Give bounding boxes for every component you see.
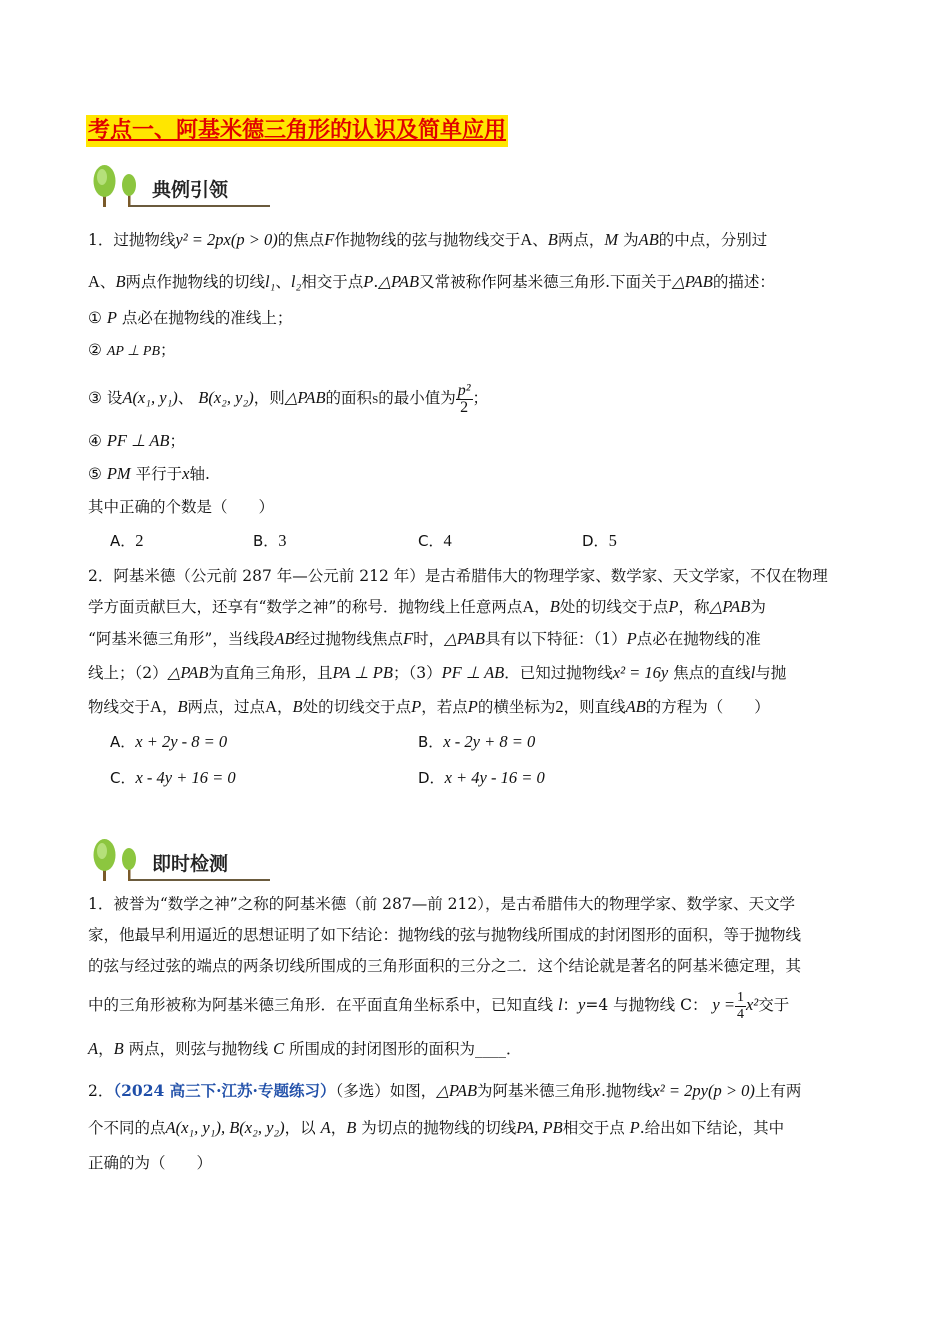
q1-statement-3: ③ 设A(x₁, y₁)、 B(x₂, y₂)，则△PAB的面积S的最小值为 $\frac{\text{p²}}{2}$ ；: [88, 381, 489, 416]
q3-line4: 中的三角形被称为阿基米德三角形．在平面直角坐标系中，已知直线 l：y=4 与抛物线 C： y = $\frac{1}{4}$ x²交于: [88, 989, 790, 1022]
q2-option-d[interactable]: D．x + 4y - 16 = 0: [418, 768, 545, 787]
q4-line3: 正确的为（ ）: [88, 1154, 213, 1172]
q3-line3: 的弦与经过弦的端点的两条切线所围成的三角形面积的三分之二．这个结论就是著名的阿基米德定理，其: [88, 957, 802, 975]
q3-line2: 家，他最早利用逼近的思想证明了如下结论：抛物线的弦与抛物线所围成的封闭图形的面积，等于抛物线: [88, 926, 802, 944]
q1-option-b[interactable]: B．3: [253, 531, 287, 550]
banner-title: 典例引领: [152, 179, 229, 201]
tree-icon: [90, 837, 150, 883]
q2-line1: 2．阿基米德（公元前 287 年—公元前 212 年）是古希腊伟大的物理学家、数学家、天文学家，不仅在物理: [88, 567, 828, 585]
q1-statement-4: ④ PF ⊥ AB；: [88, 431, 185, 450]
q2-line4: 线上；（2）△PAB为直角三角形，且PA ⊥ PB；（3）PF ⊥ AB．已知过抛物线x² = 16y 焦点的直线l与抛: [88, 663, 787, 682]
fraction: $\frac{1}{4}$: [736, 989, 744, 1022]
banner-example: [90, 163, 270, 209]
q1-statement-1: ① P 点必在抛物线的准线上；: [88, 308, 293, 327]
q1-line2: A、B两点作抛物线的切线l₁、l₂相交于点P.△PAB又常被称作阿基米德三角形.下面关于△PAB的描述：: [88, 272, 775, 291]
q2-option-b[interactable]: B．x - 2y + 8 = 0: [418, 732, 536, 751]
q1-statement-2: ② AP ⊥ PB；: [88, 341, 176, 359]
banner-divider: [130, 879, 270, 881]
source-link[interactable]: （2024 高三下·江苏·专题练习）: [113, 1081, 336, 1100]
q4-line1: 2．（2024 高三下·江苏·专题练习）（多选）如图，△PAB为阿基米德三角形.抛物线x² = 2py(p > 0)上有两: [88, 1081, 802, 1100]
section-title: 考点一、阿基米德三角形的认识及简单应用: [86, 115, 508, 147]
q1-question: 其中正确的个数是（ ）: [88, 498, 275, 516]
q1-line1: 1．过抛物线y² = 2px(p > 0)的焦点F作抛物线的弦与抛物线交于A、B两点，M 为AB的中点，分别过: [88, 230, 768, 249]
banner-title: 即时检测: [152, 853, 229, 875]
q2-line5: 物线交于A，B两点，过点A，B处的切线交于点P，若点P的横坐标为2，则直线AB的方程为（ ）: [88, 697, 770, 716]
answer-blank[interactable]: ____: [475, 1040, 507, 1058]
banner-practice: [90, 837, 270, 883]
q2-line2: 学方面贡献巨大，还享有“数学之神”的称号．抛物线上任意两点A，B处的切线交于点P，称△PAB为: [88, 597, 766, 616]
tree-icon: [90, 163, 150, 209]
q2-option-c[interactable]: C．x - 4y + 16 = 0: [110, 768, 236, 787]
banner-divider: [130, 205, 270, 207]
q4-line2: 个不同的点A(x₁, y₁), B(x₂, y₂)，以 A，B 为切点的抛物线的切线PA, PB相交于点 P.给出如下结论，其中: [88, 1118, 785, 1137]
q1-option-a[interactable]: A．2: [110, 531, 144, 550]
fraction: $\frac{\text{p²}}{2}$: [457, 381, 471, 416]
q1-option-d[interactable]: D．5: [582, 531, 617, 550]
q2-line3: “阿基米德三角形”，当线段AB经过抛物线焦点F时，△PAB具有以下特征：（1）P点必在抛物线的准: [88, 629, 761, 648]
q3-line5: A，B 两点，则弦与抛物线 C 所围成的封闭图形的面积为____．: [88, 1039, 522, 1058]
q3-line1: 1．被誉为“数学之神”之称的阿基米德（前 287—前 212），是古希腊伟大的物理学家、数学家、天文学: [88, 895, 795, 913]
q1-statement-5: ⑤ PM 平行于x轴.: [88, 464, 210, 483]
q2-option-a[interactable]: A．x + 2y - 8 = 0: [110, 732, 228, 751]
q1-option-c[interactable]: C．4: [418, 531, 452, 550]
